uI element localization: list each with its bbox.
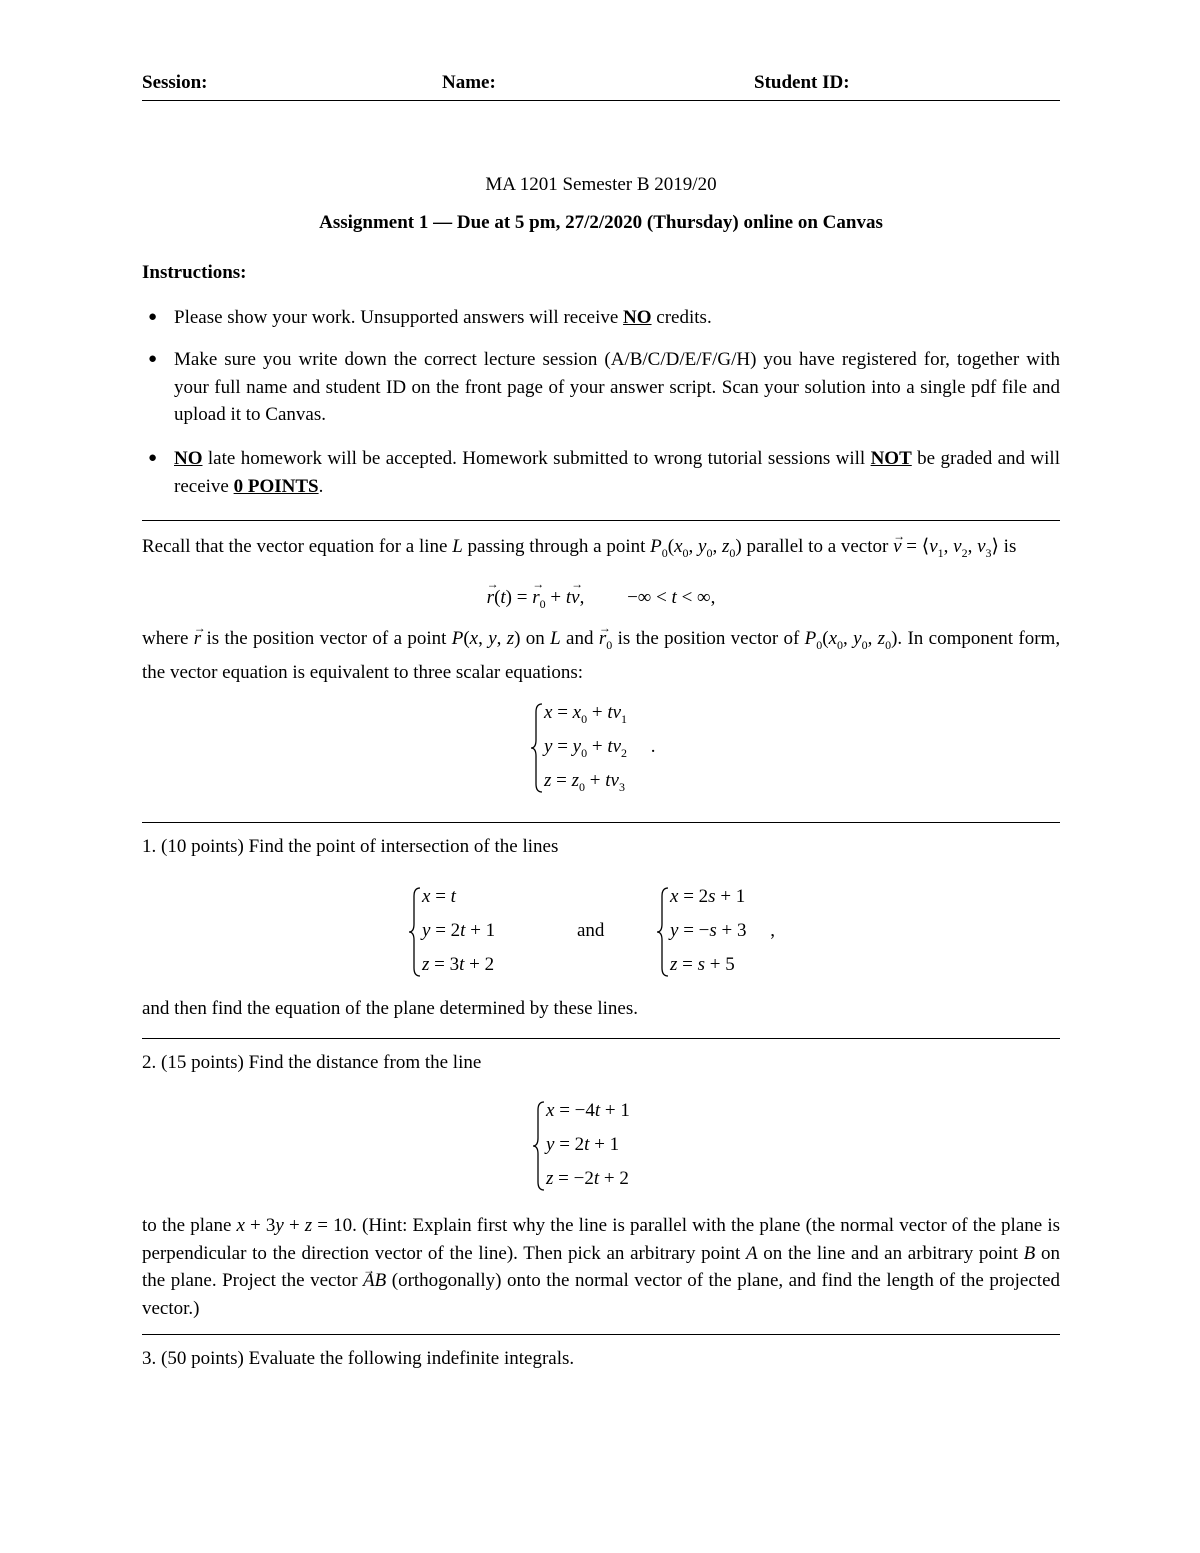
and-connector: and — [577, 920, 605, 941]
scalar-equations: $x = x_0 + tv_1$ $y = y_0 + tv_2$ . $z = z_0 + tv_3$ — [530, 702, 690, 794]
instruction-item-3: ● NO late homework will be accepted. Homework submitted to wrong tutorial sessions will NOT be graded and will receive 0 POINTS. — [174, 445, 1060, 500]
question-2-text: 2. (15 points) Find the distance from the line — [142, 1052, 482, 1073]
recall-paragraph: Recall that the vector equation for a line L passing through a point $P_0(x_0$, $y_0$, $z_0$) parallel to a vector → $v = ⟨v_1$, $v_2$, $v_3⟩$ is — [142, 533, 1060, 567]
bullet-icon: ● — [148, 309, 158, 325]
question-1-text: 1. (10 points) Find the point of intersection of the lines — [142, 836, 559, 857]
brace-icon — [530, 702, 544, 794]
instruction-item-2: ● Make sure you write down the correct lecture session (A/B/C/D/E/F/G/H) you have registered for, together with your full name and student ID on the front page of your answer script. Scan your solution into a single pdf file and upload it to Canvas. — [174, 346, 1060, 429]
question-2-hint: to the plane x + 3y + z = 10. (Hint: Explain first why the line is parallel with the plane (the normal vector of the plane is perpendicular to the direction vector of the line). Then pick an arbitrary point A on the line and an arbitrary point B on the plane. Project the vector → AB (orthogonally) onto the normal vector of the plane, and find the length of the projected vector.) — [142, 1212, 1060, 1322]
question-1-followup: and then find the equation of the plane determined by these lines. — [142, 998, 638, 1019]
instruction-item-1: ● Please show your work. Unsupported answers will receive NO credits. — [174, 304, 1060, 332]
q1-line-1: x = t y = 2t + 1 z = 3t + 2 — [408, 886, 548, 978]
session-label: Session: — [142, 72, 208, 93]
instructions-heading: Instructions: — [142, 262, 247, 283]
header-bar — [142, 72, 1060, 101]
bullet-icon: ● — [148, 450, 158, 466]
bullet-icon: ● — [148, 351, 158, 367]
name-label: Name: — [442, 72, 496, 93]
divider — [142, 1334, 1060, 1335]
course-title: MA 1201 Semester B 2019/20 — [485, 174, 717, 195]
divider — [142, 1038, 1060, 1039]
question-3-text: 3. (50 points) Evaluate the following indefinite integrals. — [142, 1348, 575, 1369]
divider — [142, 520, 1060, 521]
student-id-label: Student ID: — [754, 72, 850, 93]
divider — [142, 822, 1060, 823]
recall-paragraph-2: where → r is the position vector of a point P(x, y, z) on L and → $r_0$ is the position vector of $P_0(x_0$, $y_0$, $z_0$). In component form, the vector equation is equivalent to three scalar equations: — [142, 625, 1060, 687]
q2-line: x = −4t + 1 y = 2t + 1 z = −2t + 2 — [532, 1100, 692, 1192]
assignment-title: Assignment 1 — Due at 5 pm, 27/2/2020 (Thursday) online on Canvas — [319, 212, 883, 233]
brace-icon — [532, 1100, 546, 1192]
q1-line-2: x = 2s + 1 y = −s + 3 , z = s + 5 — [656, 886, 816, 978]
vector-equation: → r(t) = → $r_0 + t\to v$, −∞ < t < ∞, — [142, 587, 1060, 612]
brace-icon — [656, 886, 670, 978]
brace-icon — [408, 886, 422, 978]
